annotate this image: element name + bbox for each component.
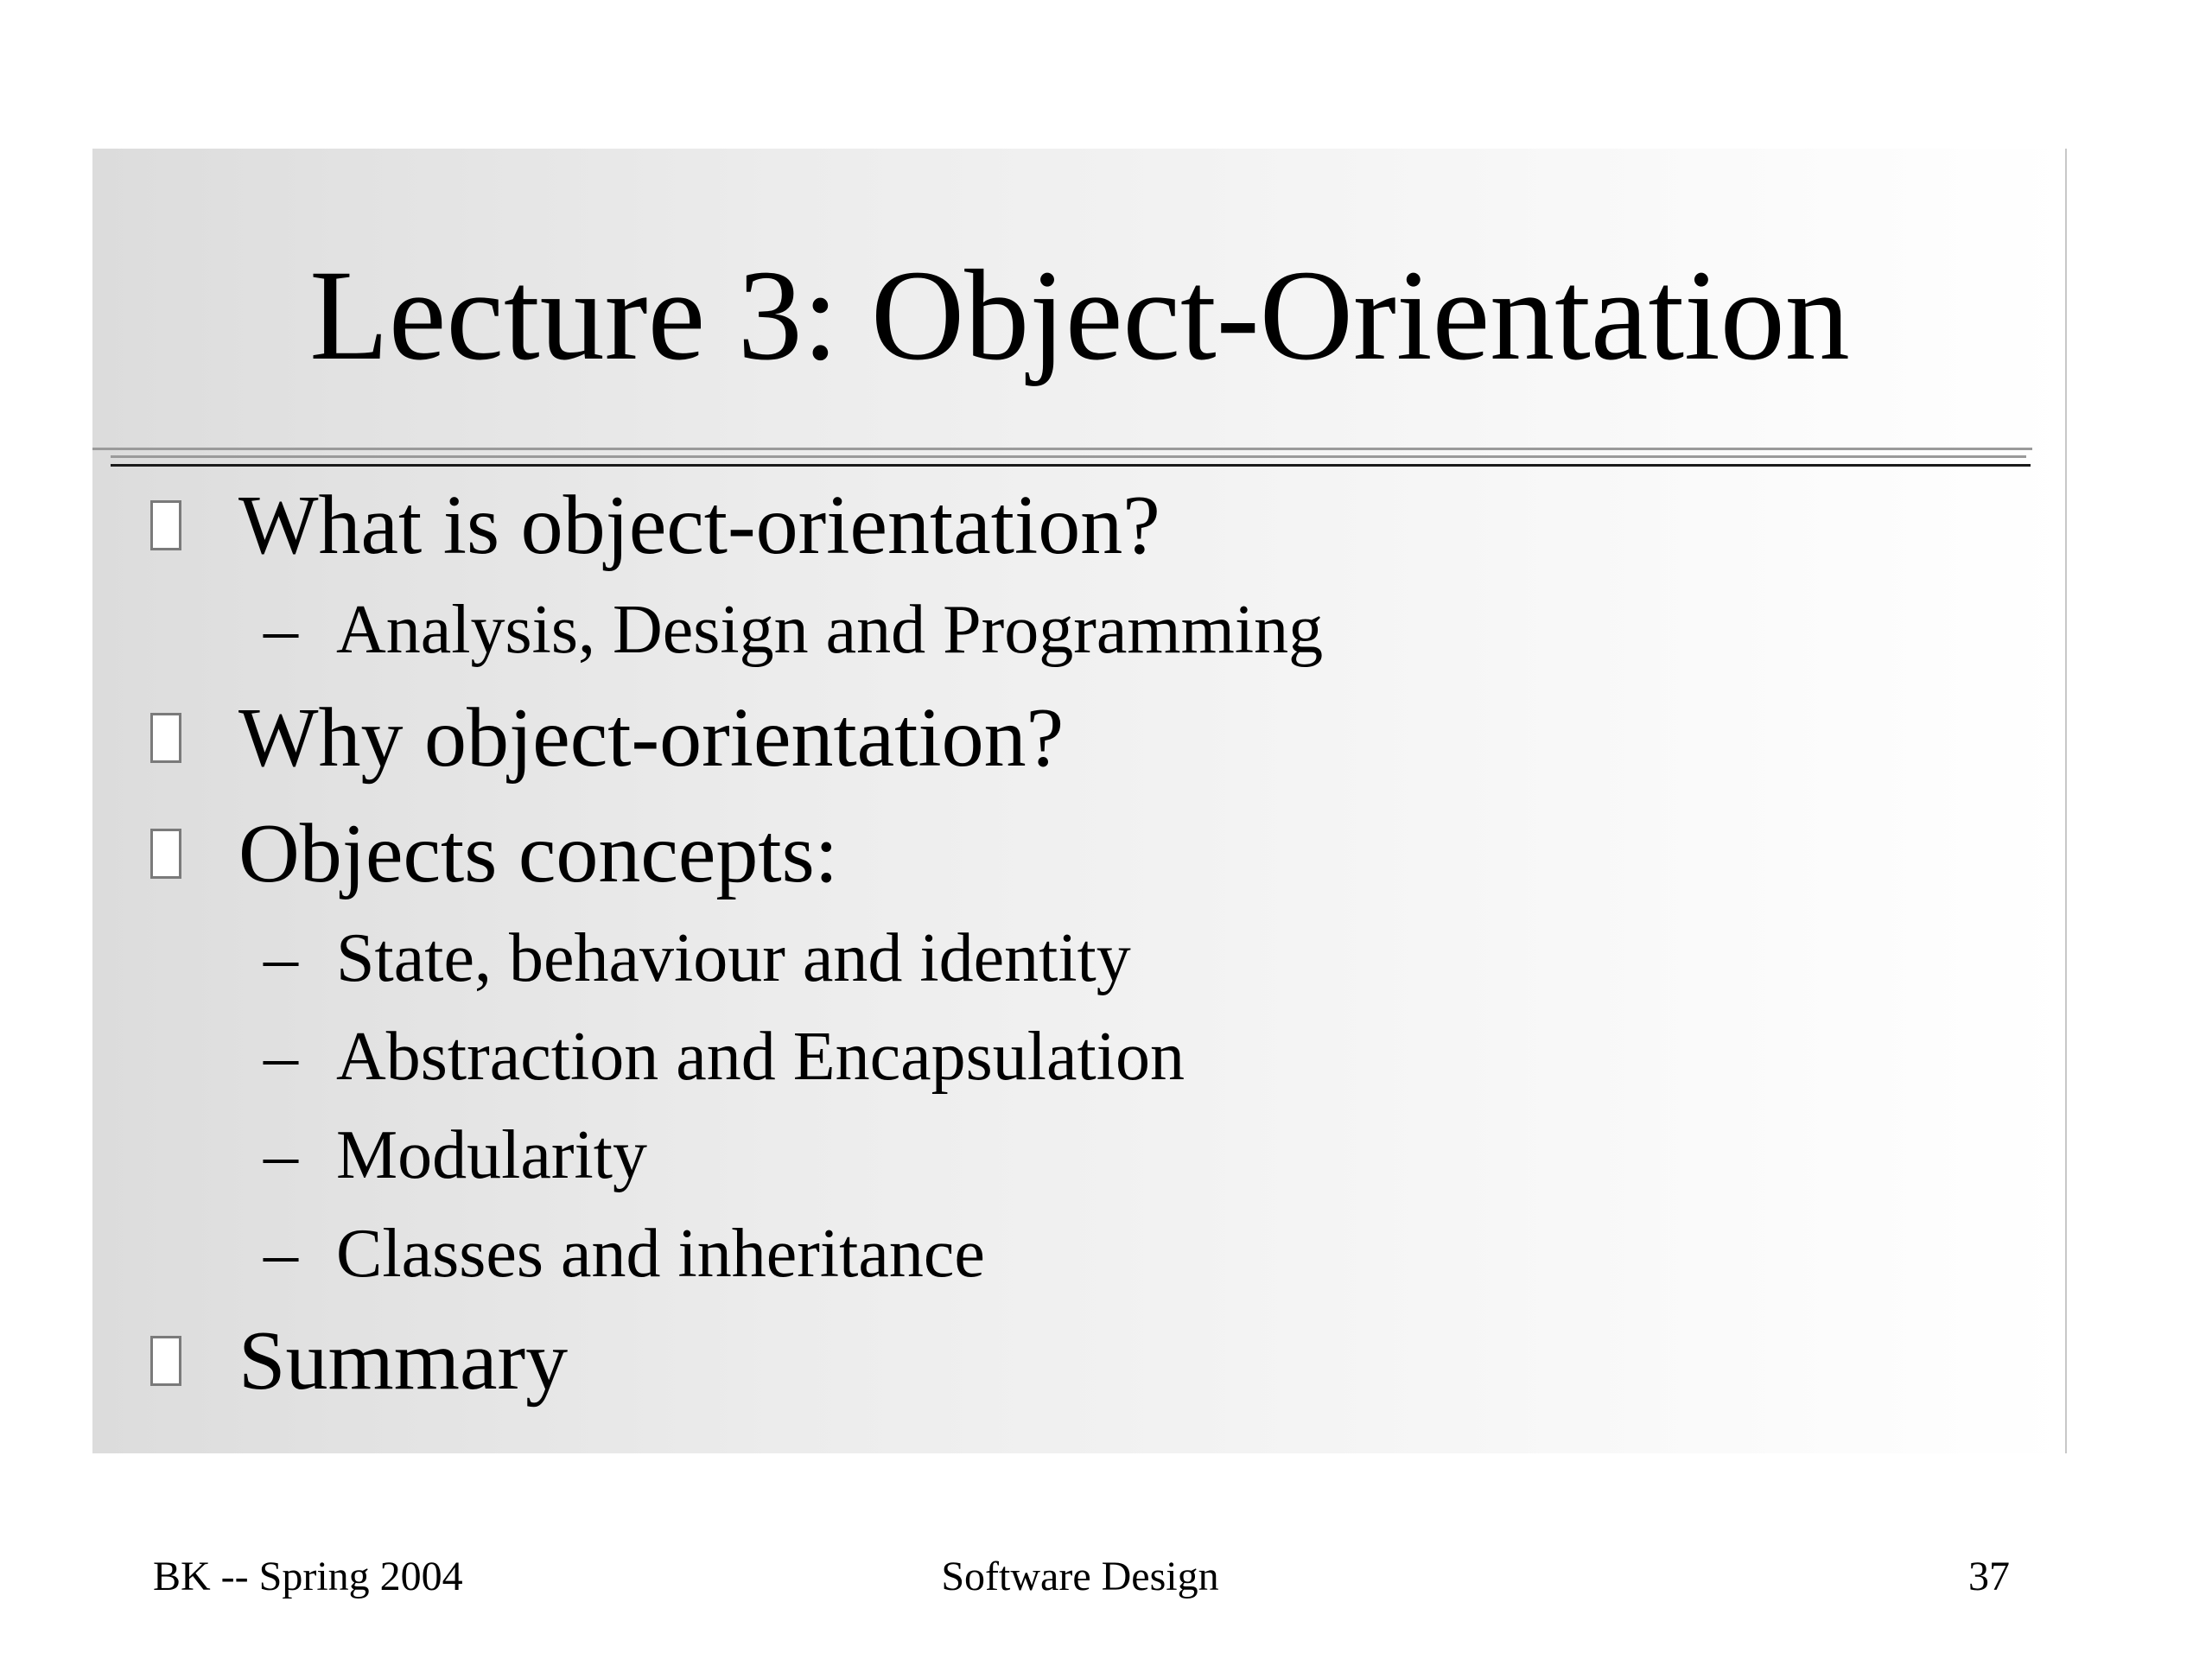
bullet-square-icon: [150, 713, 181, 763]
sub-bullet-item: [264, 915, 1131, 1001]
bullet-item: [150, 474, 1160, 577]
sub-bullet-dash: –: [264, 1216, 298, 1292]
footer-course-title: Software Design: [941, 1554, 1219, 1599]
footer-page-number: 37: [1968, 1554, 2010, 1599]
sub-bullet-text: Abstraction and Encapsulation: [336, 1019, 1185, 1095]
sub-bullet-item: [264, 1112, 647, 1198]
bullet-text: Summary: [238, 1314, 569, 1408]
sub-bullet-dash: –: [264, 592, 298, 668]
title-divider: [111, 455, 2026, 458]
bullet-item: [150, 1309, 568, 1413]
title-divider: [92, 448, 2032, 450]
sub-bullet-dash: –: [264, 1019, 298, 1095]
bullet-text: Why object-orientation?: [238, 691, 1065, 785]
bullet-item: [150, 802, 838, 906]
sub-bullet-text: Analysis, Design and Programming: [336, 592, 1324, 668]
sub-bullet-item: [264, 1014, 1185, 1100]
sub-bullet-item: [264, 587, 1323, 673]
footer-author-date: BK -- Spring 2004: [153, 1554, 463, 1599]
slide-title: Lecture 3: Object-Orientation: [309, 244, 1850, 387]
sub-bullet-text: Modularity: [336, 1117, 647, 1193]
sub-bullet-dash: –: [264, 920, 298, 996]
bullet-text: Objects concepts:: [238, 807, 838, 900]
sub-bullet-text: State, behaviour and identity: [336, 920, 1131, 996]
sub-bullet-item: [264, 1211, 985, 1297]
bullet-item: [150, 686, 1064, 790]
sub-bullet-dash: –: [264, 1117, 298, 1193]
title-divider: [111, 464, 2031, 467]
bullet-text: What is object-orientation?: [238, 479, 1160, 572]
bullet-square-icon: [150, 829, 181, 879]
sub-bullet-text: Classes and inheritance: [336, 1216, 985, 1292]
bullet-square-icon: [150, 500, 181, 550]
bullet-square-icon: [150, 1336, 181, 1386]
